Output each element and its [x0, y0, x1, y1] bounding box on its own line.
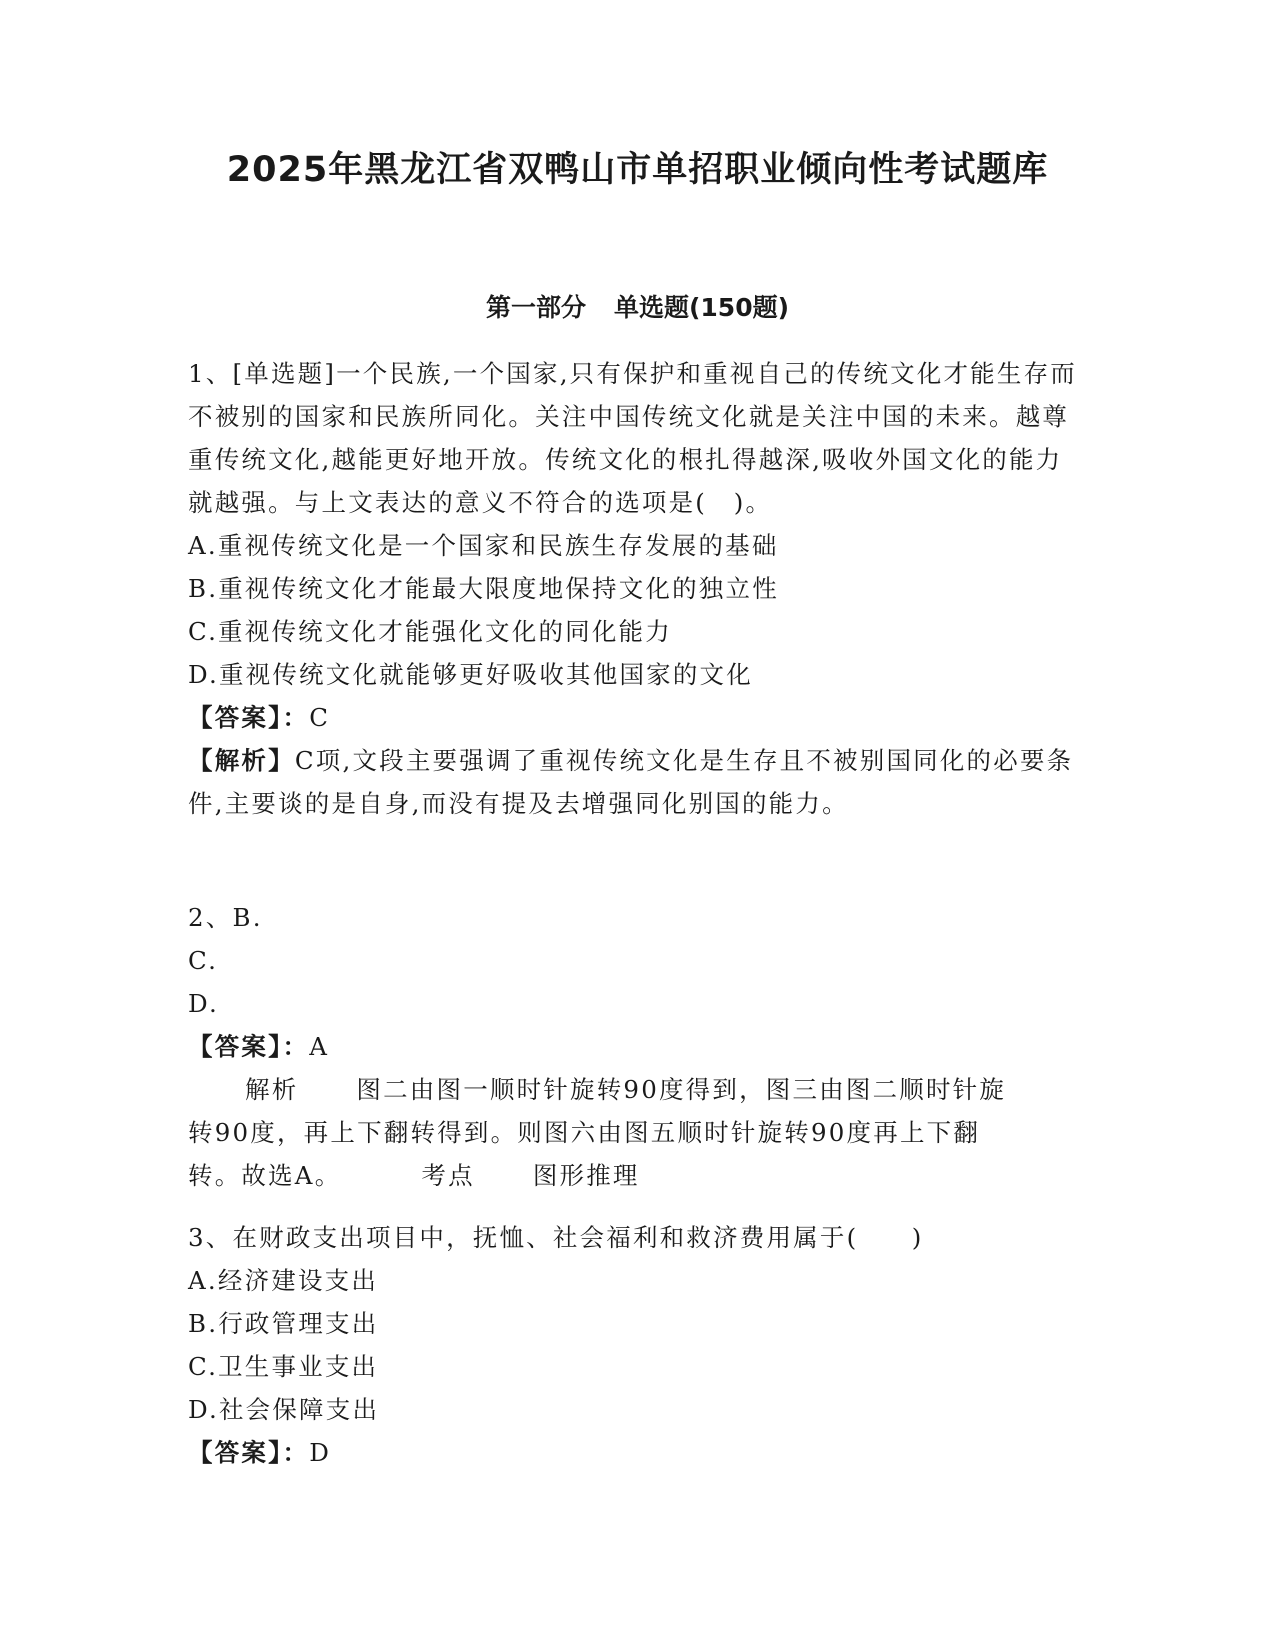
answer-line: [188, 1431, 1088, 1474]
question-stem: 1、[单选题]一个民族,一个国家,只有保护和重视自己的传统文化才能生存而不被别的国家和民族所同化。关注中国传统文化就是关注中国的未来。越尊重传统文化,越能更好地开放。传统文化的根扎得越深,吸收外国文化的能力就越强。与上文表达的意义不符合的选项是( )。: [188, 359, 1077, 517]
option-c: C.: [188, 946, 219, 975]
answer-line: [188, 696, 1088, 739]
answer-label: 【答案】：: [188, 1032, 310, 1061]
document-title: 2025年黑龙江省双鸭山市单招职业倾向性考试题库: [226, 150, 1049, 190]
question-2: [188, 896, 1088, 1197]
point-value: 图形推理: [532, 1161, 640, 1190]
analysis-block: [188, 739, 1088, 825]
question-3: [188, 1216, 1088, 1474]
section-part: 第一部分: [485, 293, 586, 322]
answer-value: C: [309, 703, 331, 732]
option-b: B.重视传统文化才能最大限度地保持文化的独立性: [188, 574, 779, 603]
section-title: [0, 290, 1275, 326]
option-a: A.经济建设支出: [188, 1266, 379, 1295]
option-d: D.: [188, 989, 219, 1018]
question-stem: 2、B.: [188, 903, 263, 932]
analysis-line-1: [188, 1068, 1088, 1111]
question-1: [188, 352, 1088, 825]
answer-value: D: [309, 1438, 332, 1467]
option-c: C.卫生事业支出: [188, 1352, 379, 1381]
section-type: 单选题(150题): [613, 293, 790, 322]
option-d: D.重视传统文化就能够更好吸收其他国家的文化: [188, 660, 753, 689]
answer-label: 【答案】：: [188, 1438, 310, 1467]
option-a: A.重视传统文化是一个国家和民族生存发展的基础: [188, 531, 779, 560]
option-b: B.行政管理支出: [188, 1309, 379, 1338]
analysis-label: 解析: [245, 1075, 299, 1104]
analysis-label: 【解析】: [188, 746, 295, 775]
analysis-text-3: 转。故选A。: [188, 1161, 342, 1190]
analysis-line-2: 转90度，再上下翻转得到。则图六由图五顺时针旋转90度再上下翻: [188, 1118, 981, 1147]
analysis-text: C项,文段主要强调了重视传统文化是生存且不被别国同化的必要条件,主要谈的是自身,而没有提及去增强同化别国的能力。: [188, 746, 1074, 818]
question-stem: 3、在财政支出项目中，抚恤、社会福利和救济费用属于( ): [188, 1223, 924, 1252]
analysis-line-3: [188, 1154, 1088, 1197]
point-label: 考点: [421, 1161, 475, 1190]
answer-value: A: [309, 1032, 330, 1061]
option-d: D.社会保障支出: [188, 1395, 380, 1424]
analysis-text-1: 图二由图一顺时针旋转90度得到，图三由图二顺时针旋: [356, 1075, 1007, 1104]
answer-line: [188, 1025, 1088, 1068]
answer-label: 【答案】：: [188, 703, 310, 732]
option-c: C.重视传统文化才能强化文化的同化能力: [188, 617, 672, 646]
